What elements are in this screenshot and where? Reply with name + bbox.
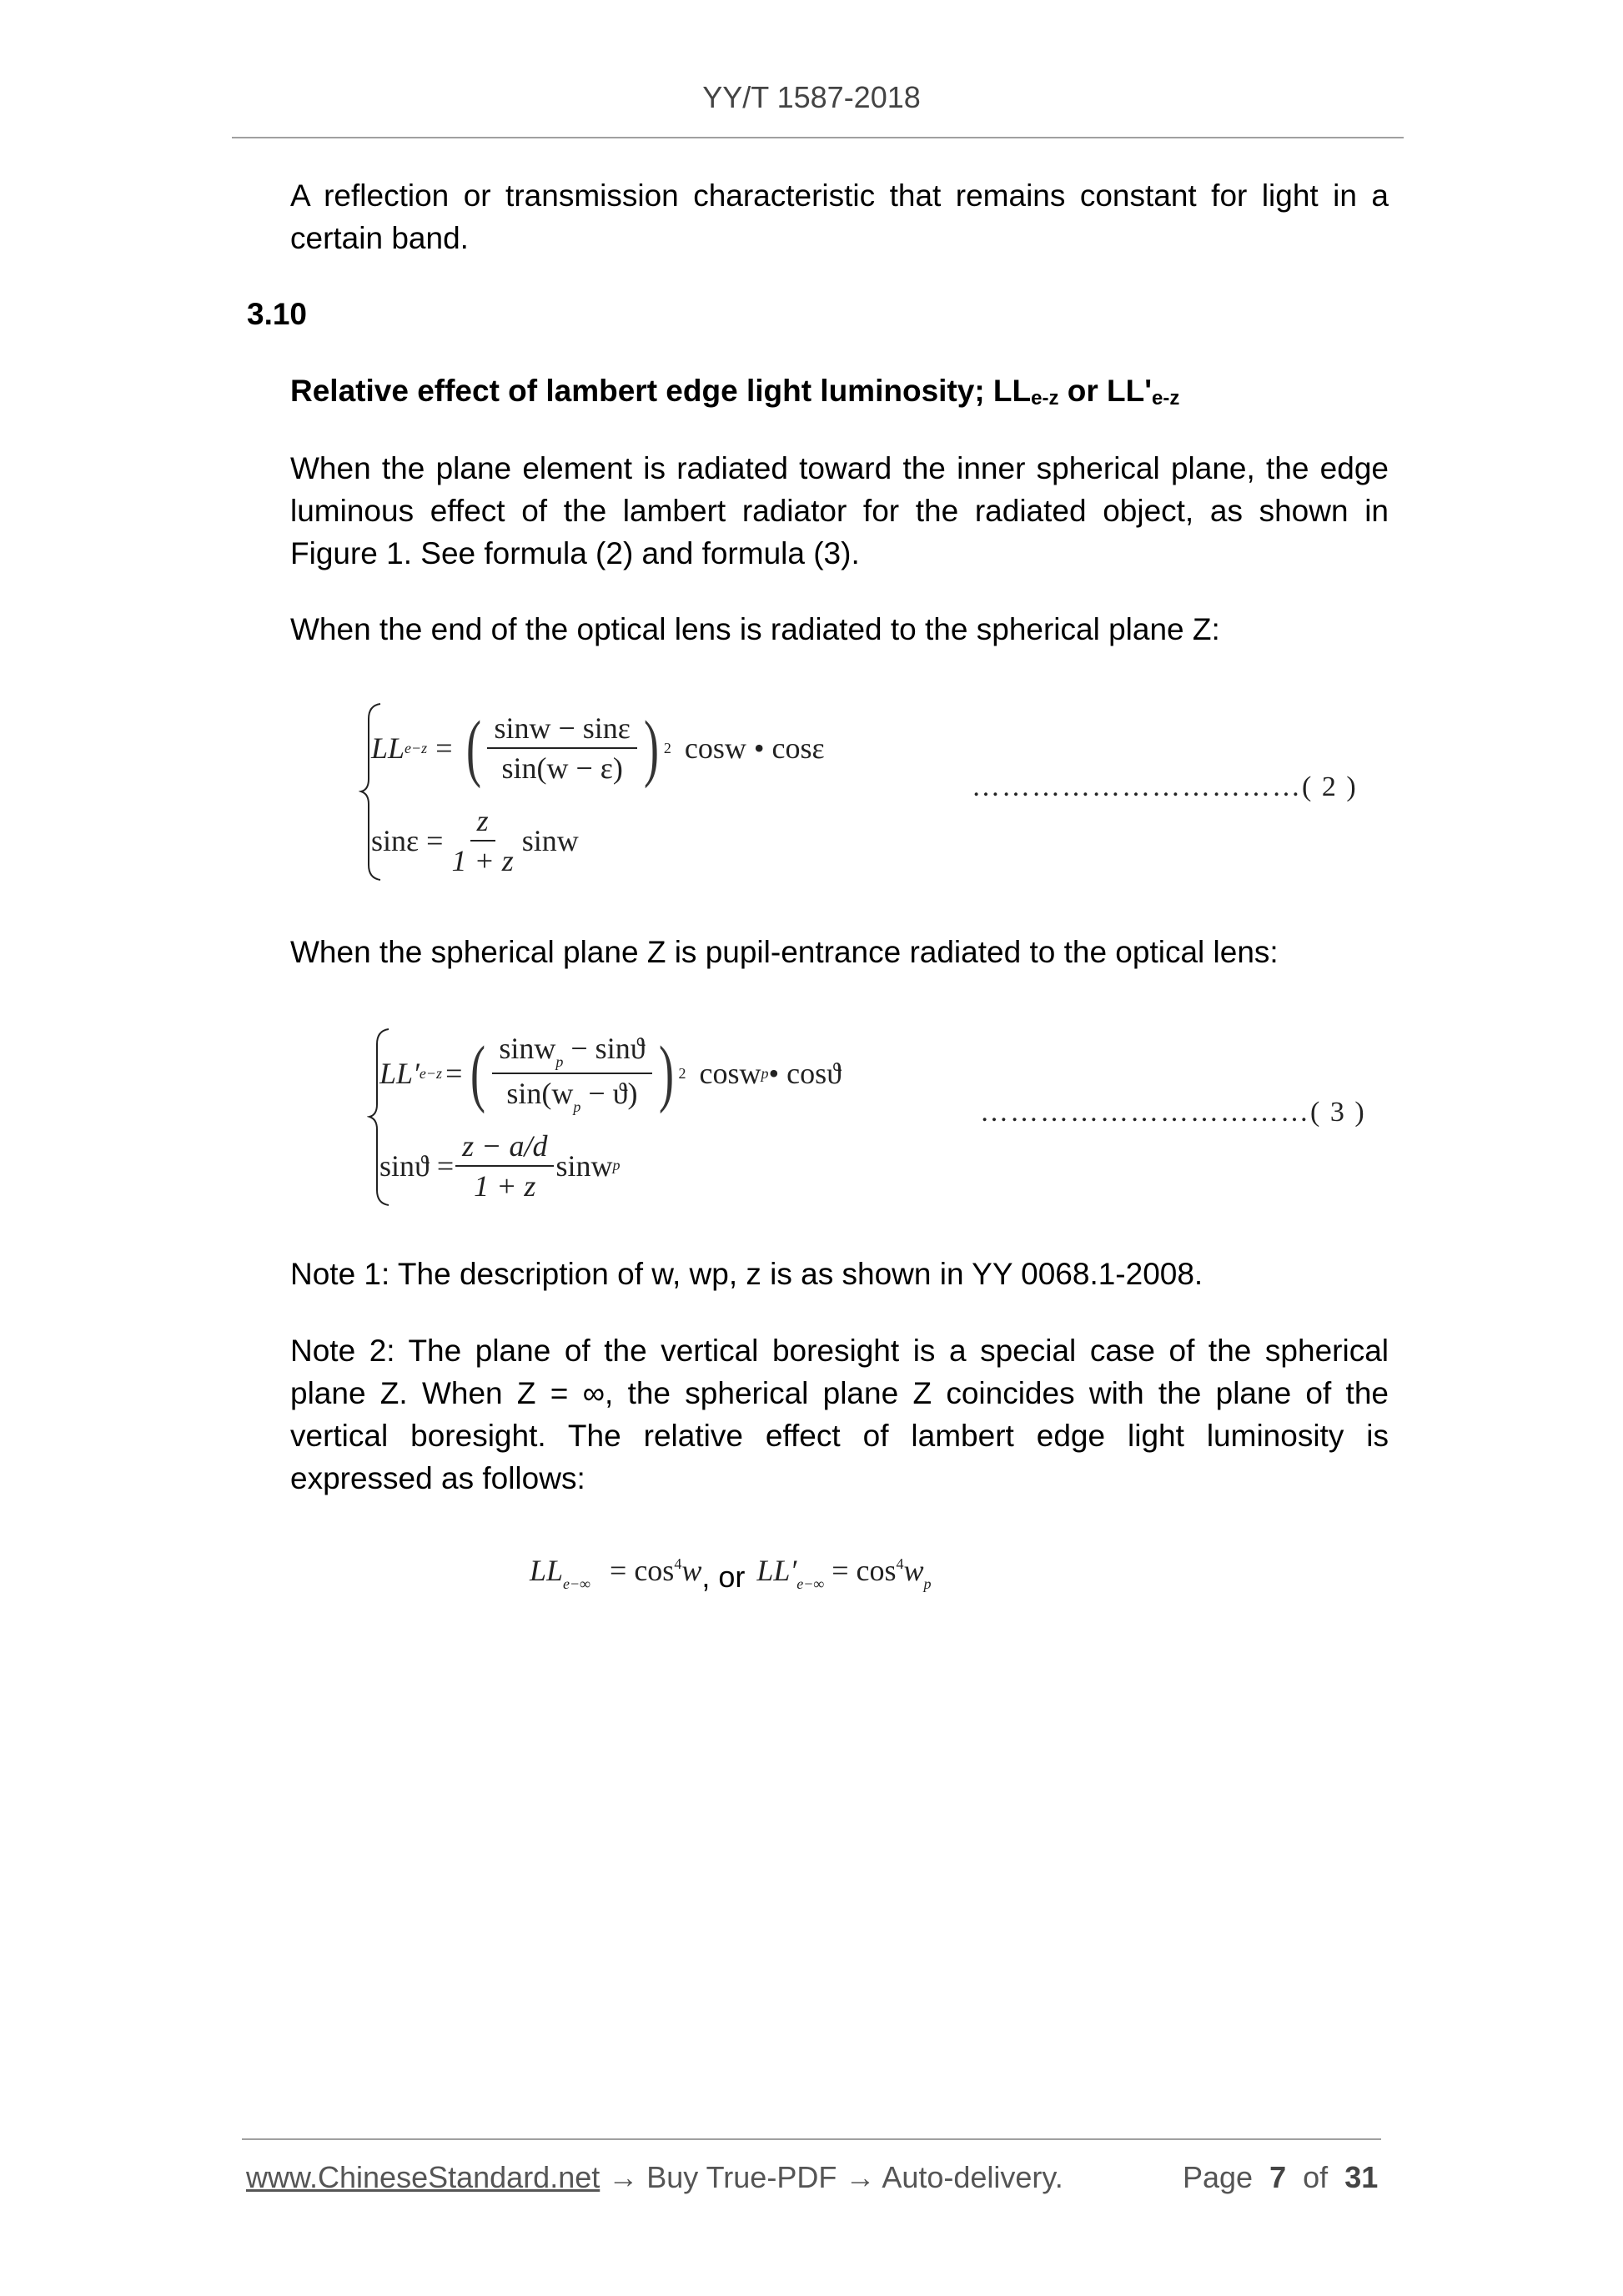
formula-numerator: sinw − sinε [487, 711, 636, 749]
formula-term: sinw [555, 1148, 613, 1183]
formula-3-line-1: LL′ e−z = ( $\frac{\sin w_p - \sin ϑ}{\sin(w_p - ϑ)}$ ) 2 cosw p • cosϑ [379, 1032, 842, 1115]
page-indicator [1183, 2160, 1378, 2195]
formula-term: LL [530, 1554, 564, 1587]
formula-term: = [445, 1057, 463, 1090]
formula-term: LL′ [379, 1057, 420, 1090]
header-divider [232, 137, 1404, 138]
heading-text: or LL' [1058, 374, 1153, 408]
website-link[interactable]: www.ChineseStandard.net [246, 2160, 600, 2194]
formula-subscript: e−z [404, 739, 428, 756]
footer-divider [242, 2138, 1381, 2140]
formula-denominator: sin(w [506, 1077, 574, 1110]
formula-numerator: z [470, 803, 495, 842]
section-heading [290, 374, 1179, 410]
footer-promo [246, 2160, 1063, 2195]
formula-subscript: p [923, 1575, 932, 1592]
formula-connector: , or [701, 1560, 746, 1594]
heading-sub: e-z [1152, 387, 1180, 409]
formula-term: • cosϑ [768, 1057, 842, 1090]
page-label: Page [1183, 2160, 1254, 2194]
formula-term: sinw [521, 823, 579, 857]
formula-subscript: p [612, 1157, 621, 1173]
paragraph-description: When the plane element is radiated toward the inner spherical plane, the edge luminous effect of the lambert radiator for the radiated object, as shown in Figure 1. See formula (2) and formula (3). [290, 451, 1389, 570]
formula-term: LL [371, 731, 405, 765]
formula-term: w [903, 1554, 924, 1587]
heading-sub: e-z [1031, 387, 1059, 409]
footer-text: → Buy True-PDF → Auto-delivery. [600, 2160, 1063, 2194]
formula-numerator: sinw [499, 1032, 556, 1065]
formula-4 [530, 1553, 932, 1595]
document-id-header: YY/T 1587-2018 [702, 80, 921, 114]
formula-subscript: e−∞ [563, 1575, 591, 1592]
formula-denominator: 1 + z [474, 1168, 536, 1203]
formula-exponent: 4 [674, 1555, 682, 1572]
paragraph-case2: When the spherical plane Z is pupil-entrance radiated to the optical lens: [290, 935, 1279, 969]
page-total: 31 [1344, 2160, 1379, 2194]
note-2: Note 2: The plane of the vertical boresight is a special case of the spherical plane Z. When Z = ∞, the spherical plane Z coincides with the plane of the vertical boresight. The relative effect of lambert edge light luminosity is expressed as follows: [290, 1334, 1389, 1495]
note-1: Note 1: The description of w, wp, z is as shown in YY 0068.1-2008. [290, 1257, 1203, 1291]
formula-3-number: ……………………………( 3 ) [980, 1097, 1366, 1128]
page-number: 7 [1269, 2160, 1287, 2194]
formula-subscript: p [555, 1053, 564, 1070]
formula-subscript: e−∞ [796, 1575, 825, 1592]
formula-subscript: p [573, 1098, 581, 1115]
formula-denominator: 1 + z [451, 843, 514, 877]
formula-3-line-2 [379, 1126, 620, 1205]
formula-denominator: sin(w − ε) [501, 751, 623, 785]
formula-term: = [435, 731, 453, 765]
formula-numerator: z − a/d [455, 1128, 554, 1167]
formula-term: cosw [699, 1057, 761, 1090]
formula-term: LL′ [756, 1554, 797, 1587]
page-of: of [1303, 2160, 1329, 2194]
formula-2-number: ……………………………( 2 ) [972, 771, 1358, 802]
formula-exponent: 4 [896, 1555, 904, 1572]
formula-term: w [681, 1554, 702, 1587]
formula-term: sinε = [371, 823, 444, 857]
formula-2-line-2 [371, 801, 579, 880]
formula-subscript: p [761, 1064, 769, 1082]
formula-subscript: e−z [419, 1064, 443, 1082]
paragraph-definition: A reflection or transmission characteristic that remains constant for light in a certain band. [290, 178, 1389, 255]
paragraph-case1: When the end of the optical lens is radiated to the spherical plane Z: [290, 612, 1220, 646]
formula-numerator: − sinϑ [563, 1032, 646, 1065]
formula-term: cosw • cosε [684, 731, 825, 765]
formula-2-line-1: LL e−z = ( $\frac{\sin w - \sin\varepsilon}{\sin(w - \varepsilon)}$ ) 2 cosw • cosε [371, 706, 825, 789]
heading-text: Relative effect of lambert edge light luminosity; LL [290, 374, 1032, 408]
formula-term: = cos [602, 1554, 675, 1587]
section-number: 3.10 [247, 297, 308, 331]
formula-exponent: 2 [678, 1064, 686, 1082]
formula-term: sinϑ = [379, 1148, 455, 1183]
formula-denominator: − ϑ) [580, 1077, 638, 1110]
formula-term: = cos [824, 1554, 897, 1587]
formula-exponent: 2 [663, 739, 671, 756]
